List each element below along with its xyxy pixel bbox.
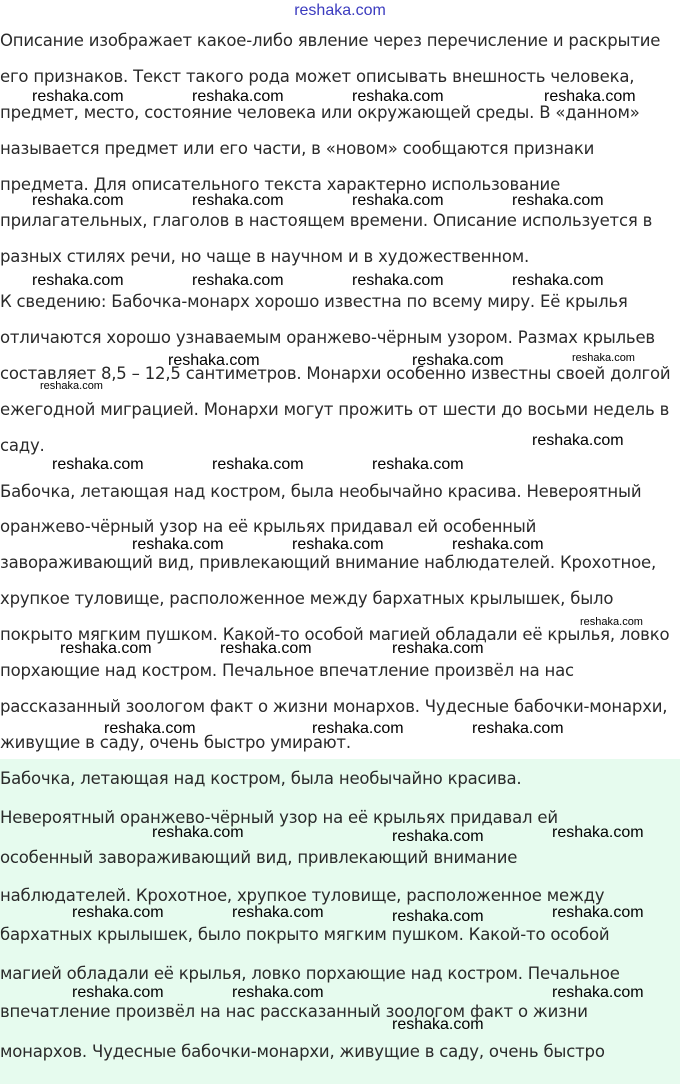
text-line: порхающие над костром. Печальное впечатление произвёл на нас	[0, 661, 574, 680]
watermark: reshaka.com	[352, 192, 444, 209]
site-header-link[interactable]: reshaka.com	[294, 2, 386, 19]
text-line: магией обладали её крылья, ловко порхающие над костром. Печальное	[0, 964, 620, 983]
watermark: reshaka.com	[372, 456, 464, 473]
text-line: предмет, место, состояние человека или окружающей среды. В «данном»	[0, 103, 640, 122]
watermark: reshaka.com	[72, 984, 164, 1001]
watermark: reshaka.com	[392, 640, 484, 657]
watermark: reshaka.com	[212, 456, 304, 473]
text-line: оранжево-чёрный узор на её крыльях придавал ей особенный	[0, 517, 537, 536]
watermark: reshaka.com	[192, 272, 284, 289]
watermark: reshaka.com	[152, 824, 244, 841]
text-line: Описание изображает какое-либо явление через перечисление и раскрытие	[0, 31, 661, 50]
watermark: reshaka.com	[60, 640, 152, 657]
text-line: саду.	[0, 436, 45, 455]
watermark: reshaka.com	[412, 352, 504, 369]
watermark: reshaka.com	[552, 904, 644, 921]
watermark: reshaka.com	[580, 616, 643, 628]
watermark: reshaka.com	[512, 272, 604, 289]
text-line: отличаются хорошо узнаваемым оранжево-чёрным узором. Размах крыльев	[0, 328, 655, 347]
watermark: reshaka.com	[168, 352, 260, 369]
watermark: reshaka.com	[312, 720, 404, 737]
text-line: живущие в саду, очень быстро умирают.	[0, 733, 351, 752]
watermark: reshaka.com	[392, 908, 484, 925]
watermark: reshaka.com	[52, 456, 144, 473]
text-line: особенный завораживающий вид, привлекающий внимание	[0, 848, 518, 867]
watermark: reshaka.com	[292, 536, 384, 553]
watermark: reshaka.com	[532, 432, 624, 449]
watermark: reshaka.com	[352, 88, 444, 105]
text-line: Бабочка, летающая над костром, была необычайно красива. Невероятный	[0, 482, 642, 501]
watermark: reshaka.com	[352, 272, 444, 289]
text-line: хрупкое туловище, расположенное между бархатных крылышек, было	[0, 589, 614, 608]
text-line: предмета. Для описательного текста характерно использование	[0, 175, 561, 194]
text-line: Невероятный оранжево-чёрный узор на её крыльях придавал ей	[0, 808, 558, 827]
watermark: reshaka.com	[552, 824, 644, 841]
watermark: reshaka.com	[544, 88, 636, 105]
text-line: составляет 8,5 – 12,5 сантиметров. Монархи особенно известны своей долгой	[0, 364, 671, 383]
watermark: reshaka.com	[232, 984, 324, 1001]
watermark: reshaka.com	[32, 88, 124, 105]
watermark: reshaka.com	[40, 380, 103, 392]
text-line: завораживающий вид, привлекающий внимание наблюдателей. Крохотное,	[0, 553, 657, 572]
watermark: reshaka.com	[32, 272, 124, 289]
text-line: впечатление произвёл на нас рассказанный зоологом факт о жизни	[0, 1002, 588, 1021]
watermark: reshaka.com	[232, 904, 324, 921]
watermark: reshaka.com	[552, 984, 644, 1001]
watermark: reshaka.com	[72, 904, 164, 921]
text-line: называется предмет или его части, в «новом» сообщаются признаки	[0, 139, 595, 158]
watermark: reshaka.com	[572, 352, 635, 364]
watermark: reshaka.com	[104, 720, 196, 737]
text-line: Бабочка, летающая над костром, была необычайно красива.	[0, 769, 522, 788]
text-line: монархов. Чудесные бабочки-монархи, живущие в саду, очень быстро	[0, 1042, 605, 1061]
watermark: reshaka.com	[392, 828, 484, 845]
watermark: reshaka.com	[512, 192, 604, 209]
watermark: reshaka.com	[192, 192, 284, 209]
watermark: reshaka.com	[452, 536, 544, 553]
text-line: ежегодной миграцией. Монархи могут прожить от шести до восьми недель в	[0, 400, 670, 419]
text-line: покрыто мягким пушком. Какой-то особой магией обладали её крылья, ловко	[0, 625, 670, 644]
watermark: reshaka.com	[472, 720, 564, 737]
watermark: reshaka.com	[192, 88, 284, 105]
text-line: его признаков. Текст такого рода может описывать внешность человека,	[0, 67, 635, 86]
watermark: reshaka.com	[32, 192, 124, 209]
watermark: reshaka.com	[220, 640, 312, 657]
watermark: reshaka.com	[392, 1016, 484, 1033]
watermark: reshaka.com	[132, 536, 224, 553]
text-line: рассказанный зоологом факт о жизни монархов. Чудесные бабочки-монархи,	[0, 697, 668, 716]
text-line: разных стилях речи, но чаще в научном и в художественном.	[0, 247, 530, 266]
text-line: наблюдателей. Крохотное, хрупкое туловище, расположенное между	[0, 886, 605, 905]
text-line: бархатных крылышек, было покрыто мягким пушком. Какой-то особой	[0, 925, 610, 944]
text-line: К сведению: Бабочка-монарх хорошо известна по всему миру. Её крылья	[0, 292, 628, 311]
text-line: прилагательных, глаголов в настоящем времени. Описание используется в	[0, 211, 653, 230]
